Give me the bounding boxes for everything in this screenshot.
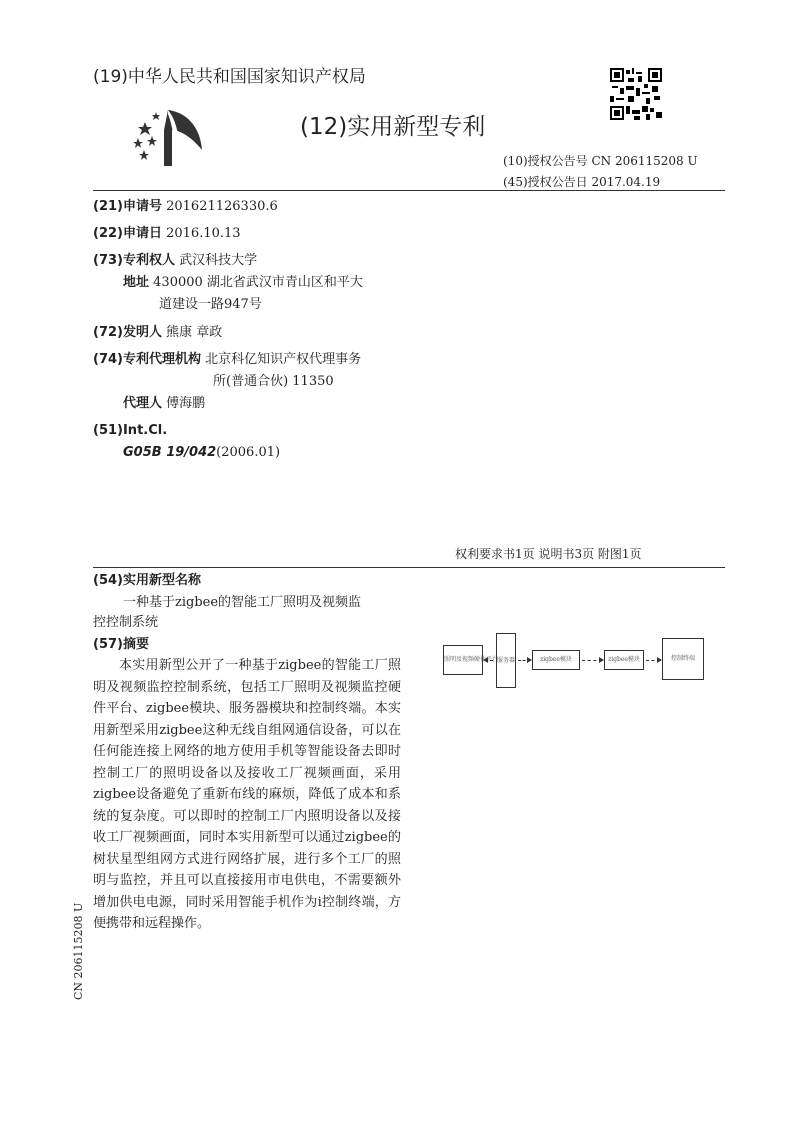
int-cl-class: G05B 19/042(2006.01): [123, 445, 281, 460]
agent: 代理人 傅海鹏: [123, 396, 206, 411]
abstract-figure: [440, 630, 740, 700]
publication-number: (10)授权公告号 CN 206115208 U: [503, 154, 698, 168]
address-cont: 道建设一路947号: [159, 297, 262, 312]
diagram-arrow: [485, 660, 493, 661]
divider: [93, 567, 725, 568]
office-name: (19)中华人民共和国国家知识产权局: [93, 67, 366, 87]
cnipa-logo-icon: [130, 100, 205, 170]
publication-date: (45)授权公告日 2017.04.19: [503, 175, 661, 189]
diagram-arrow: [582, 660, 602, 661]
title-line1: 一种基于zigbee的智能工厂照明及视频监: [123, 595, 362, 610]
diagram-box-server: 服务器: [496, 633, 516, 688]
diagram-box-terminal: 控制终端: [662, 638, 704, 680]
application-date: (22)申请日 2016.10.13: [93, 226, 241, 241]
patent-type: (12)实用新型专利: [300, 114, 486, 140]
diagram-box-zigbee-2: zigbee模块: [604, 650, 644, 670]
patent-agency: (74)专利代理机构 北京科亿知识产权代理事务: [93, 352, 362, 367]
abstract-label: (57)摘要: [93, 637, 149, 652]
title-line2: 控控制系统: [93, 615, 159, 630]
qr-code-icon: [610, 68, 662, 120]
application-number: (21)申请号 201621126330.6: [93, 199, 278, 214]
divider: [93, 190, 725, 191]
int-cl: (51)Int.Cl.: [93, 423, 168, 438]
diagram-box-hardware: 照明及视频硬件平台: [443, 645, 483, 675]
inventors: (72)发明人 熊康 章政: [93, 325, 223, 340]
diagram-box-zigbee-1: zigbee模块: [532, 650, 580, 670]
agency-cont: 所(普通合伙) 11350: [213, 374, 334, 389]
page-counts: 权利要求书1页 说明书3页 附图1页: [455, 547, 642, 561]
address: 地址 430000 湖北省武汉市青山区和平大: [123, 275, 363, 290]
title-label: (54)实用新型名称: [93, 573, 201, 588]
diagram-arrow: [518, 660, 530, 661]
side-number: CN 206115208 U: [72, 902, 85, 1000]
abstract-text: 本实用新型公开了一种基于zigbee的智能工厂照明及视频监控控制系统，包括工厂照明及视频监控硬件平台、zigbee模块、服务器模块和控制终端。本实用新型采用zigbee这种无线自组网通信设备，可以在任何能连接上网络的地方使用手机等智能设备去即时控制工厂的照明设备以及接收工厂视频画面，采用zigbee设备避免了重新布线的麻烦，降低了成本和系统的复杂度。可以即时的控制工厂内照明设备以及接收工厂视频画面，同时本实用新型可以通过zigbee的树状星型组网方式进行网络扩展，进行多个工厂的照明与监控，并且可以直接接用市电供电，不需要额外增加供电电源，同时采用智能手机作为i控制终端，方便携带和远程操作。: [93, 658, 401, 931]
diagram-arrow: [646, 660, 660, 661]
patentee: (73)专利权人 武汉科技大学: [93, 253, 258, 268]
